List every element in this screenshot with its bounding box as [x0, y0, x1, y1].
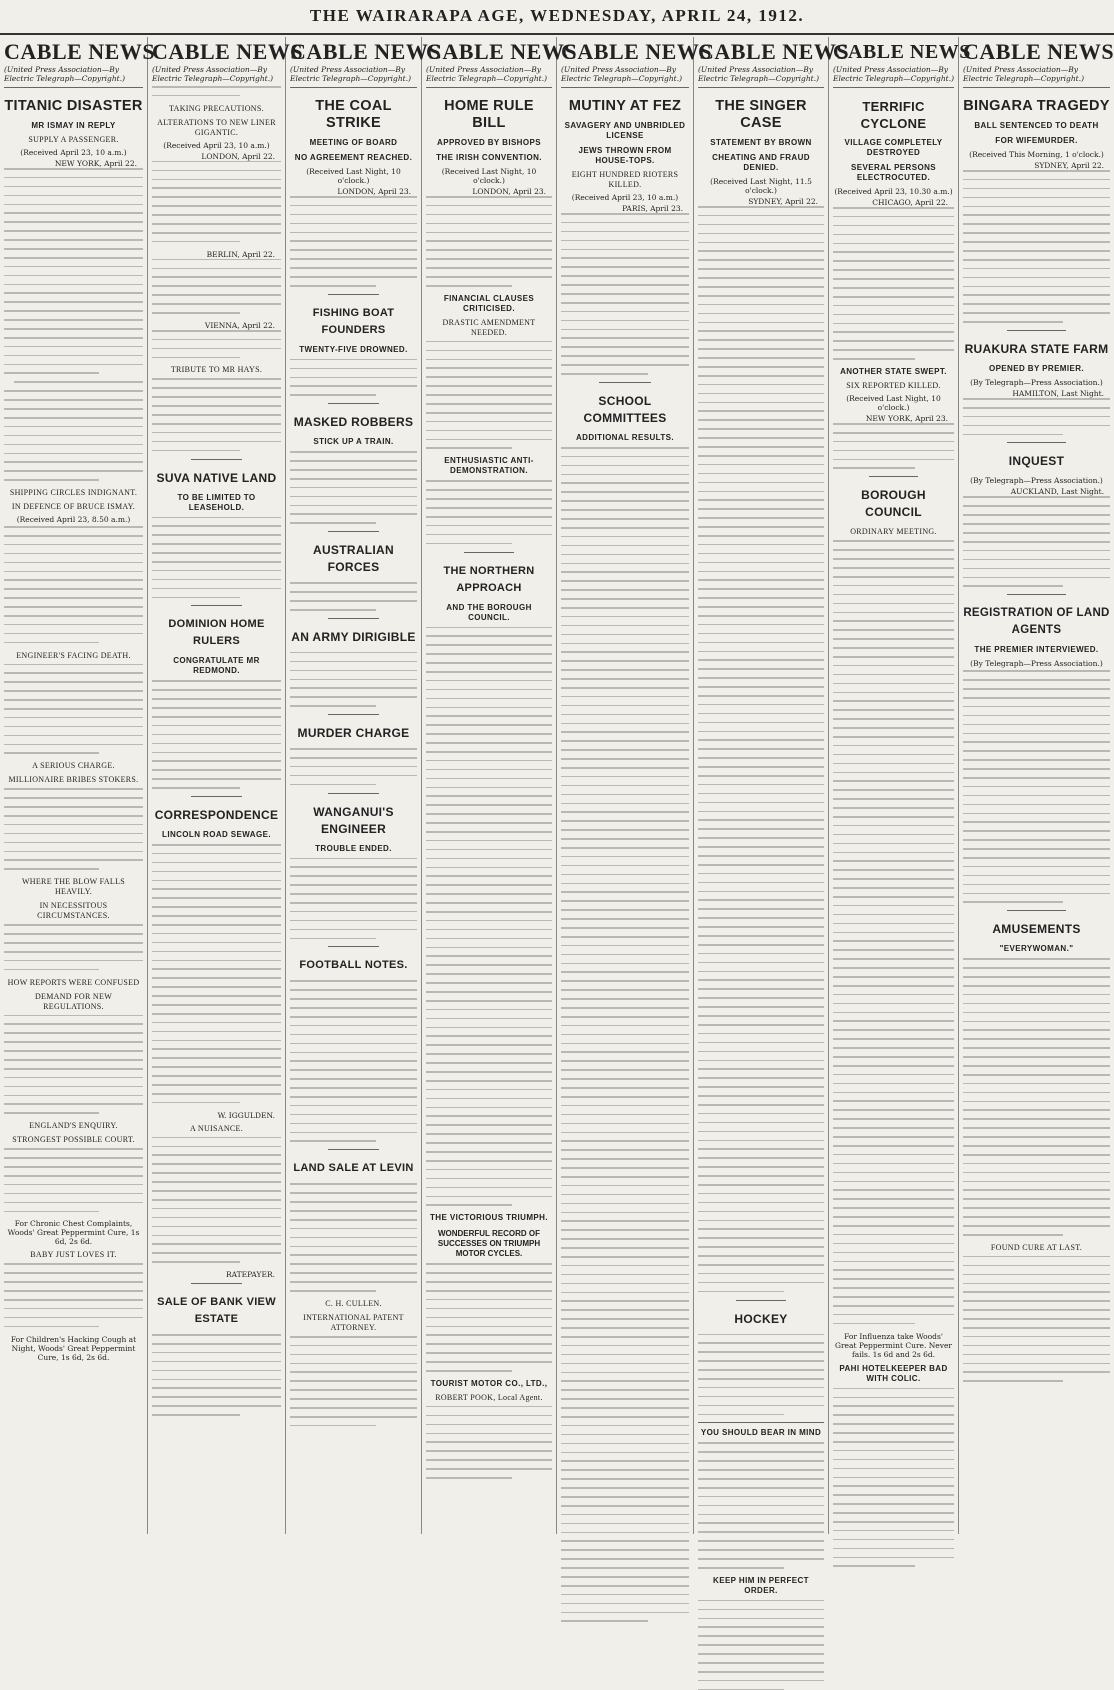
subheading: A NUISANCE.: [189, 1123, 244, 1133]
dateline: SYDNEY, April 22.: [748, 197, 818, 206]
column-8: [959, 37, 1114, 1534]
article-headline: THE COAL STRIKE: [315, 98, 392, 131]
article-body: [4, 788, 143, 870]
article-body: [963, 1256, 1110, 1382]
article-body: [290, 858, 417, 940]
dateline: NEW YORK, April 22.: [54, 159, 137, 168]
dateline: NEW YORK, April 23.: [865, 414, 948, 424]
divider: [426, 87, 552, 88]
article-body: [4, 924, 143, 970]
subheading: SEVERAL PERSONS ELECTROCUTED.: [851, 163, 936, 182]
article-body: [426, 196, 552, 287]
divider: [191, 459, 243, 460]
article-body: [426, 1406, 552, 1479]
divider: [1007, 330, 1066, 331]
subheading: TWENTY-FIVE DROWNED.: [299, 344, 408, 354]
article-body: [4, 664, 143, 755]
received-line: (By Telegraph—Press Association.): [970, 476, 1103, 486]
advertisement-headline: WONDERFUL RECORD OF SUCCESSES ON TRIUMPH MOTOR CYCLES.: [437, 1229, 541, 1259]
subheading: PAHI HOTELKEEPER BAD WITH COLIC.: [839, 1363, 948, 1383]
subheading: ENGLAND'S ENQUIRY.: [29, 1121, 118, 1131]
dateline: HAMILTON, Last Night.: [1012, 389, 1104, 399]
article-body: [4, 1263, 143, 1327]
signature: C. H. CULLEN.: [325, 1298, 382, 1308]
subheading: APPROVED BY BISHOPS: [437, 138, 541, 147]
subheading: FOUND CURE AT LAST.: [990, 1242, 1083, 1252]
subheading: IN DEFENCE OF BRUCE ISMAY.: [11, 502, 136, 512]
article-body: [152, 161, 281, 243]
subheading: MEETING OF BOARD: [309, 138, 398, 147]
subheading: NO AGREEMENT REACHED.: [294, 153, 413, 162]
subheading: FINANCIAL CLAUSES CRITICISED.: [443, 293, 535, 313]
divider: [191, 796, 243, 797]
article-body: [152, 517, 281, 599]
article-headline: AN ARMY DIRIGIBLE: [291, 629, 416, 644]
dateline: VIENNA, April 22.: [204, 320, 275, 330]
press-association-line: (United Press Association—By Electric Telegraph—Copyright.): [426, 65, 548, 83]
subheading: "EVERYWOMAN.": [999, 944, 1074, 954]
subheading: ENTHUSIASTIC ANTI-DEMONSTRATION.: [444, 456, 534, 476]
advertisement-agent: ROBERT POOK, Local Agent.: [435, 1392, 543, 1402]
subheading: ADDITIONAL RESULTS.: [576, 432, 674, 442]
subheading: SHIPPING CIRCLES INDIGNANT.: [9, 488, 138, 498]
cable-news-heading: CABLE NEWS: [290, 39, 442, 64]
divider: [191, 1283, 243, 1284]
subheading: ORDINARY MEETING.: [850, 527, 937, 537]
article-body: [4, 526, 143, 643]
article-headline: SUVA NATIVE LAND: [156, 470, 277, 485]
article-headline: THE SINGER CASE: [715, 98, 807, 131]
cable-news-heading: CABLE NEWS: [561, 39, 713, 64]
subheading: LINCOLN ROAD SEWAGE.: [162, 829, 271, 839]
article-body: [152, 1334, 281, 1416]
article-body: [561, 447, 689, 1622]
subheading: WHERE THE BLOW FALLS HEAVILY.: [21, 877, 126, 897]
divider: [833, 87, 954, 88]
article-body: [152, 259, 281, 314]
received-line: (Received This Morning, 1 o'clock.): [969, 150, 1104, 159]
divider: [328, 793, 379, 794]
cable-news-heading: CABLE NEWS: [426, 39, 578, 64]
divider: [328, 531, 379, 532]
divider: [464, 552, 514, 553]
article-body: [290, 748, 417, 785]
column-3: [286, 37, 442, 1534]
divider: [963, 87, 1110, 88]
subheading: DEMAND FOR NEW REGULATIONS.: [34, 991, 113, 1011]
article-headline: HOCKEY: [734, 1311, 788, 1326]
subheading: OPENED BY PREMIER.: [988, 364, 1085, 374]
article-body: [152, 1137, 281, 1263]
subheading: STICK UP A TRAIN.: [313, 437, 394, 447]
subheading: IN NECESSITOUS CIRCUMSTANCES.: [37, 901, 110, 921]
article-headline: BINGARA TRAGEDY: [963, 98, 1110, 114]
received-line: (Received April 23, 10 a.m.): [571, 193, 679, 202]
subheading: CHEATING AND FRAUD DENIED.: [712, 153, 810, 172]
divider: [328, 403, 379, 404]
subheading: TRIBUTE TO MR HAYS.: [170, 365, 263, 375]
received-line: (Received April 23, 10 a.m.): [20, 148, 127, 157]
column-7: [829, 37, 971, 1534]
divider: [328, 294, 379, 295]
cable-news-heading: CABLE NEWS: [963, 39, 1114, 64]
article-body: [833, 540, 954, 1324]
subheading: ENGINEER'S FACING DEATH.: [16, 650, 131, 660]
divider: [869, 476, 917, 477]
column-6: [694, 37, 850, 1595]
article-body: [290, 359, 417, 396]
subheading: MR ISMAY IN REPLY: [31, 121, 116, 130]
subheading: TAKING PRECAUTIONS.: [169, 103, 264, 113]
divider: [1007, 910, 1066, 911]
advertisement-body: [698, 1600, 824, 1690]
article-body: [290, 582, 417, 610]
subheading: BALL SENTENCED TO DEATH: [974, 121, 1099, 130]
column-4: [422, 37, 578, 1534]
article-body: [963, 496, 1110, 587]
dateline: LONDON, April 22.: [201, 151, 275, 161]
divider: [191, 605, 243, 606]
press-association-line: (United Press Association—By Electric Telegraph—Copyright.): [290, 65, 412, 83]
subheading: A SERIOUS CHARGE.: [32, 761, 115, 771]
subheading: STATEMENT BY BROWN: [710, 138, 812, 147]
article-headline: TITANIC DISASTER: [4, 98, 143, 114]
article-body: [152, 378, 281, 451]
article-body: [963, 170, 1110, 323]
subheading: THE VICTORIOUS TRIUMPH.: [430, 1213, 548, 1223]
divider: [4, 87, 143, 88]
article-headline: MURDER CHARGE: [297, 726, 410, 741]
article-headline: REGISTRATION OF LAND AGENTS: [963, 607, 1110, 637]
subheading: JEWS THROWN FROM HOUSE-TOPS.: [578, 146, 672, 165]
subheading: SUPPLY A PASSENGER.: [28, 135, 119, 144]
article-headline: TERRIFIC CYCLONE: [860, 99, 927, 131]
article-body: [963, 670, 1110, 903]
article-body: [290, 196, 417, 287]
divider: [698, 87, 824, 88]
divider: [599, 382, 650, 383]
article-headline: INQUEST: [1008, 454, 1065, 469]
received-line: (Received Last Night, 11.5 o'clock.): [710, 177, 812, 195]
divider: [328, 946, 379, 947]
article-headline: LAND SALE AT LEVIN: [293, 1162, 414, 1175]
subheading: MILLIONAIRE BRIBES STOKERS.: [8, 775, 139, 785]
article-headline: WANGANUI'S ENGINEER: [313, 804, 394, 836]
subheading: AND THE BOROUGH COUNCIL.: [446, 602, 532, 622]
article-headline: CORRESPONDENCE: [154, 807, 279, 822]
divider: [736, 1300, 786, 1301]
subheading: VILLAGE COMPLETELY DESTROYED: [844, 138, 943, 157]
subheading: THE IRISH CONVENTION.: [436, 153, 542, 162]
subheading: INTERNATIONAL PATENT ATTORNEY.: [303, 1312, 404, 1332]
article-body: [152, 330, 281, 358]
cable-news-heading: CABLE NEWS: [4, 39, 156, 64]
article-body: [833, 423, 954, 469]
article-headline: THE NORTHERN APPROACH: [443, 564, 535, 594]
dateline: AUCKLAND, Last Night.: [1010, 487, 1104, 497]
article-body: [833, 1388, 954, 1567]
column-2: [148, 37, 304, 1534]
divider: [1007, 442, 1066, 443]
article-body: [426, 480, 552, 544]
subheading: SIX REPORTED KILLED.: [846, 381, 941, 391]
advertisement-body: [698, 1442, 824, 1568]
dateline: LONDON, April 23.: [472, 187, 546, 196]
advertisement-headline: YOU SHOULD BEAR IN MIND: [700, 1428, 822, 1438]
article-headline: MUTINY AT FEZ: [568, 98, 682, 114]
advertisement: For Children's Hacking Cough at Night, Woods' Great Peppermint Cure, 1s 6d, 2s 6d.: [10, 1334, 137, 1362]
divider: [328, 1149, 379, 1150]
received-line: (Received April 23, 10.30 a.m.): [834, 187, 953, 196]
article-headline: DOMINION HOME RULERS: [168, 618, 265, 648]
article-body: [152, 86, 281, 96]
cable-news-heading: CABLE NEWS: [833, 41, 971, 63]
dateline: LONDON, April 23.: [337, 187, 411, 196]
masthead-rule: [0, 33, 1114, 35]
received-line: (Received April 23, 10 a.m.): [163, 140, 270, 150]
dateline: CHICAGO, April 22.: [872, 198, 948, 207]
article-body: [290, 1183, 417, 1291]
divider: [328, 714, 379, 715]
article-body: [426, 341, 552, 449]
cable-news-heading: CABLE NEWS: [152, 39, 304, 64]
signature: RATEPAYER.: [225, 1270, 275, 1280]
article-body: [561, 213, 689, 375]
article-body: [290, 1336, 417, 1427]
press-association-line: (United Press Association—By Electric Telegraph—Copyright.): [698, 65, 820, 83]
subheading: ALTERATIONS TO NEW LINER GIGANTIC.: [157, 117, 276, 137]
columns: [0, 37, 1114, 1595]
subheading: ANOTHER STATE SWEPT.: [840, 367, 947, 377]
subheading: TROUBLE ENDED.: [315, 843, 392, 853]
subheading: THE PREMIER INTERVIEWED.: [974, 645, 1099, 655]
advertisement-body: [426, 1263, 552, 1371]
article-headline: HOME RULE BILL: [444, 98, 534, 131]
received-line: (Received Last Night, 10 o'clock.): [306, 167, 401, 185]
divider: [328, 618, 379, 619]
received-line: (Received Last Night, 10 o'clock.): [846, 394, 941, 413]
article-headline: SCHOOL COMMITTEES: [583, 393, 667, 425]
received-line: (By Telegraph—Press Association.): [970, 378, 1103, 388]
divider: [1007, 594, 1066, 595]
article-headline: SALE OF BANK VIEW ESTATE: [157, 1296, 276, 1326]
article-body: [426, 627, 552, 1206]
press-association-line: (United Press Association—By Electric Telegraph—Copyright.): [561, 65, 683, 83]
article-body: [4, 1148, 143, 1212]
subheading: STRONGEST POSSIBLE COURT.: [12, 1135, 135, 1145]
article-body: [698, 1334, 824, 1416]
divider: [290, 87, 417, 88]
article-body: [152, 844, 281, 1103]
column-1: [0, 37, 156, 1534]
article-body: [963, 398, 1110, 435]
subheading: SAVAGERY AND UNBRIDLED LICENSE: [564, 121, 686, 140]
dateline: PARIS, April 23.: [622, 204, 683, 213]
article-body: [290, 451, 417, 524]
article-headline: MASKED ROBBERS: [293, 415, 414, 430]
press-association-line: (United Press Association—By Electric Telegraph—Copyright.): [4, 65, 126, 83]
press-association-line: (United Press Association—By Electric Telegraph—Copyright.): [963, 65, 1085, 83]
subheading: CONGRATULATE MR REDMOND.: [173, 656, 260, 676]
divider: [561, 87, 689, 88]
article-body: [290, 652, 417, 707]
subheading: EIGHT HUNDRED RIOTERS KILLED.: [571, 170, 679, 189]
article-body: [698, 206, 824, 1292]
article-body: [4, 1015, 143, 1114]
article-body: [152, 680, 281, 788]
article-headline: BOROUGH COUNCIL: [861, 488, 926, 520]
press-association-line: (United Press Association—By Electric Telegraph—Copyright.): [833, 65, 955, 83]
article-headline: FOOTBALL NOTES.: [299, 959, 408, 972]
advertisement-headline: KEEP HIM IN PERFECT ORDER.: [713, 1575, 809, 1595]
article-body: [833, 207, 954, 360]
received-line: (By Telegraph—Press Association.): [970, 659, 1103, 669]
subheading: HOW REPORTS WERE CONFUSED: [7, 977, 140, 987]
article-headline: AMUSEMENTS: [992, 922, 1081, 937]
dateline: BERLIN, April 22.: [206, 249, 275, 259]
received-line: (Received April 23, 8.50 a.m.): [16, 515, 131, 525]
dateline: SYDNEY, April 22.: [1034, 161, 1104, 170]
column-5: [557, 37, 713, 1534]
article-body: [290, 980, 417, 1142]
article-headline: AUSTRALIAN FORCES: [313, 543, 394, 575]
advertisement: For Chronic Chest Complaints, Woods' Great Peppermint Cure, 1s 6d, 2s 6d.: [7, 1219, 140, 1247]
article-headline: FISHING BOAT FOUNDERS: [312, 306, 395, 336]
subheading: TO BE LIMITED TO LEASEHOLD.: [177, 492, 256, 512]
article-body: [963, 958, 1110, 1235]
article-headline: RUAKURA STATE FARM: [964, 342, 1109, 357]
subheading: DRASTIC AMENDMENT NEEDED.: [442, 317, 536, 337]
press-association-line: (United Press Association—By Electric Telegraph—Copyright.): [152, 65, 274, 83]
received-line: (Received Last Night, 10 o'clock.): [441, 167, 537, 185]
article-body: [4, 168, 143, 481]
subheading: FOR WIFEMURDER.: [995, 136, 1078, 145]
advertisement-name: TOURIST MOTOR CO., LTD.,: [430, 1378, 548, 1388]
subheading: BABY JUST LOVES IT.: [30, 1250, 117, 1260]
cable-news-heading: CABLE NEWS: [698, 39, 850, 64]
signature: W. IGGULDEN.: [217, 1110, 275, 1120]
masthead: THE WAIRARAPA AGE, WEDNESDAY, APRIL 24, 1912.: [309, 6, 805, 25]
advertisement: For Influenza take Woods' Great Peppermint Cure. Never fails. 1s 6d and 2s 6d.: [834, 1331, 953, 1359]
divider: [698, 1422, 824, 1423]
